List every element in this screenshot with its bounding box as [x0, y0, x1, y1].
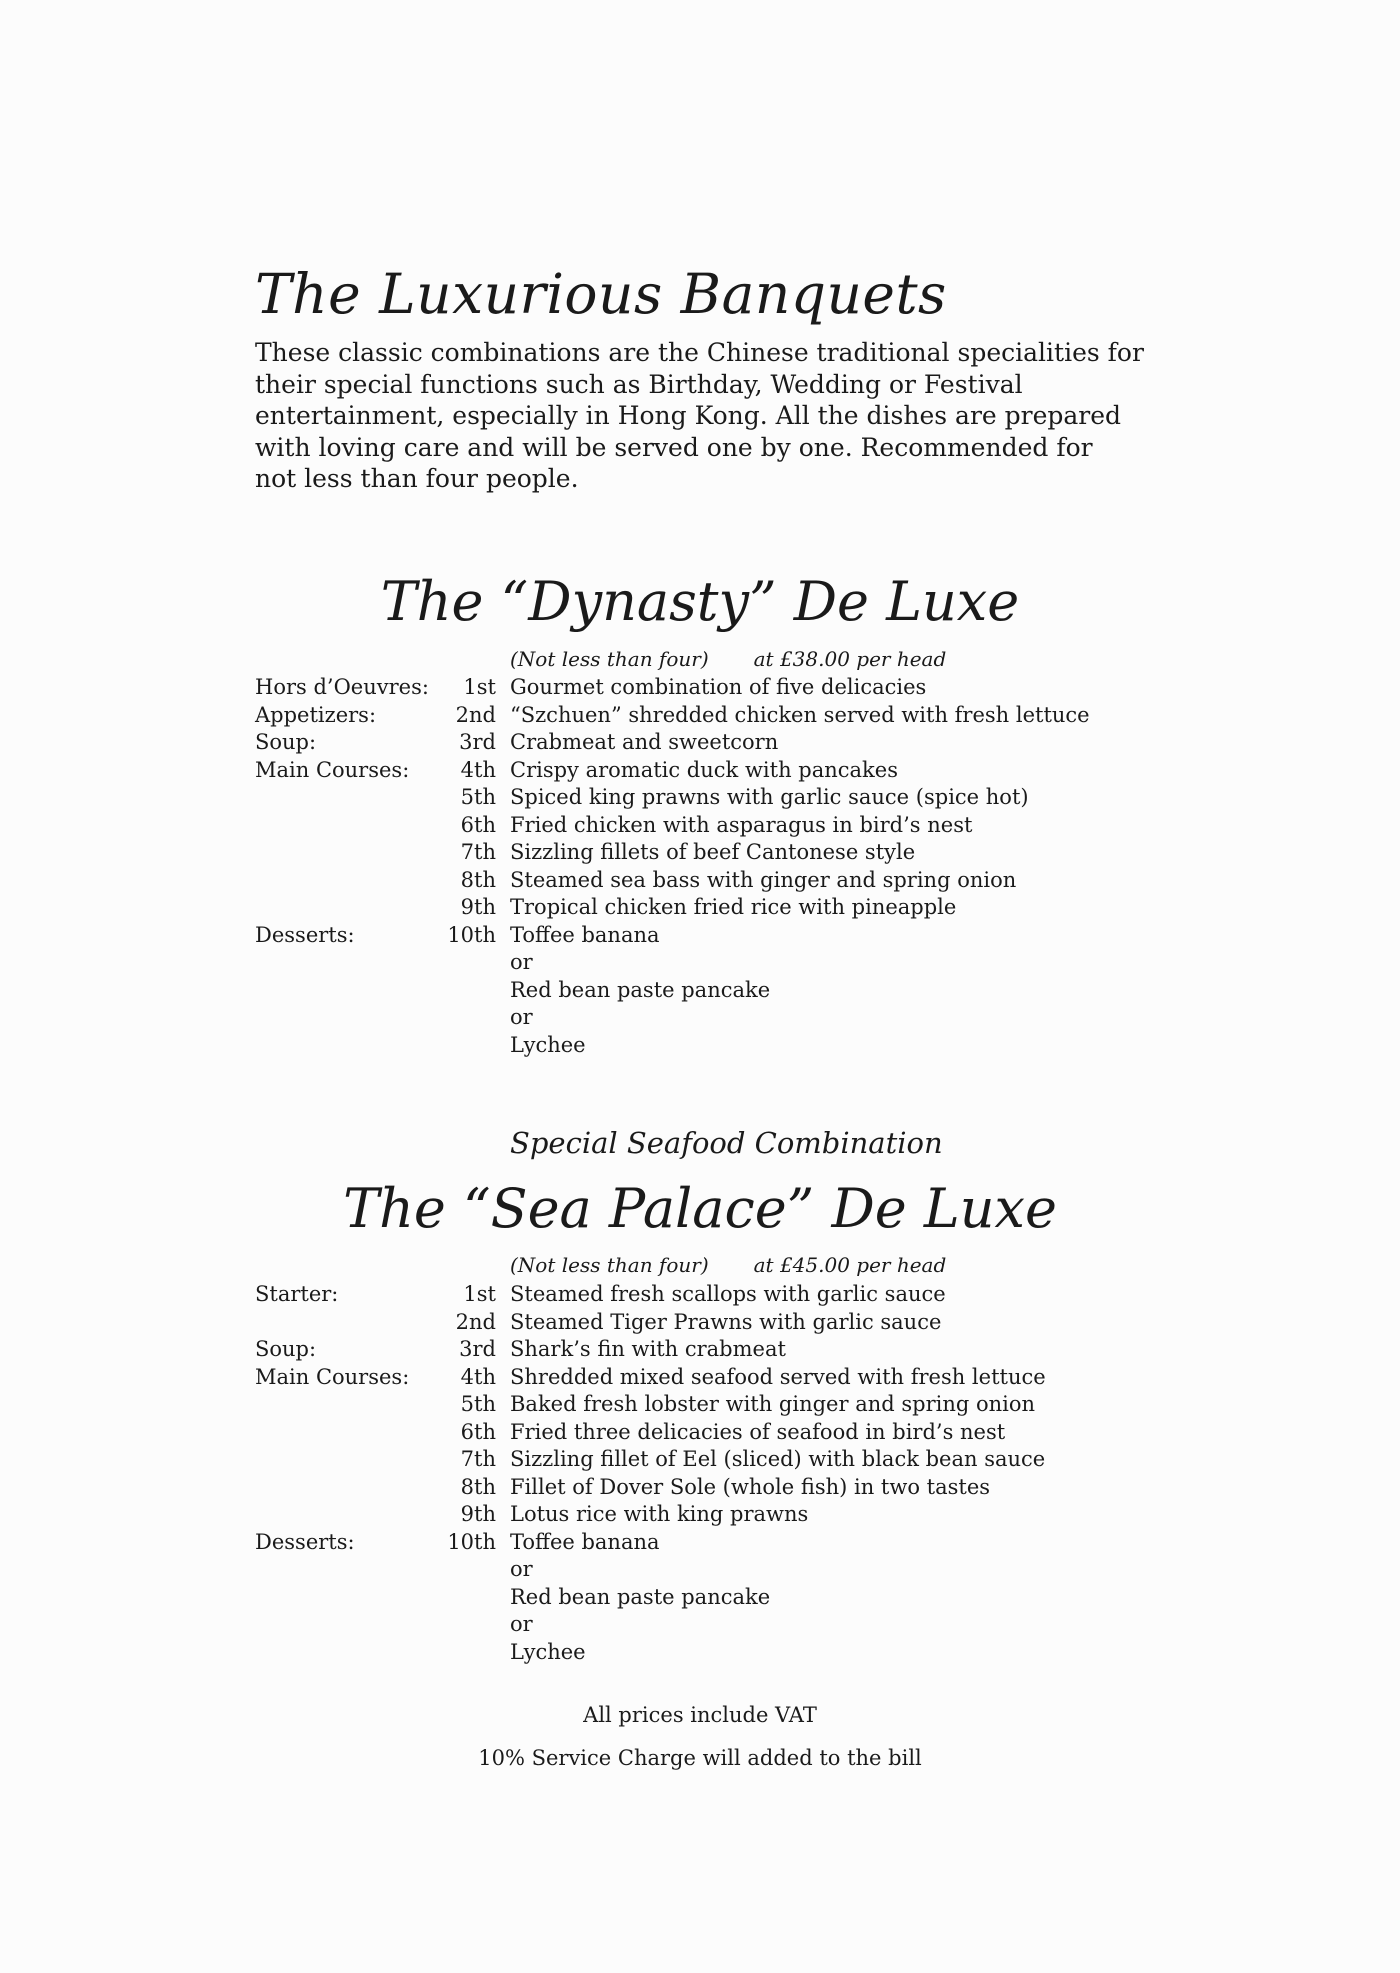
sea-palace-price: at £45.00 per head: [753, 1253, 947, 1277]
course-row: [0, 1584, 1400, 1612]
dynasty-title: The “Dynasty” De Luxe: [380, 570, 1020, 633]
course-row: [0, 1501, 1400, 1529]
course-dish: Toffee banana: [510, 1529, 660, 1554]
sea-palace-note: [510, 1253, 946, 1277]
course-row: [0, 839, 1400, 867]
course-number: 1st: [463, 1282, 496, 1306]
course-row: [0, 922, 1400, 950]
course-number: 7th: [460, 840, 496, 864]
course-row: [0, 1032, 1400, 1060]
course-number: 6th: [460, 1419, 496, 1444]
course-category: Main Courses:: [255, 757, 410, 782]
course-row: [0, 1336, 1400, 1364]
course-category: Desserts:: [255, 1529, 355, 1554]
course-row: [0, 1474, 1400, 1502]
course-dish: or: [510, 950, 533, 974]
course-row: [0, 1556, 1400, 1584]
course-dish: Toffee banana: [510, 922, 660, 947]
course-number: 1st: [463, 675, 496, 699]
course-dish: or: [510, 1612, 533, 1636]
dynasty-course-list: [0, 674, 1400, 1059]
course-number: 8th: [460, 867, 496, 892]
course-row: [0, 702, 1400, 730]
course-number: 9th: [460, 895, 496, 919]
intro-line: not less than four people.: [255, 464, 579, 493]
course-row: [0, 867, 1400, 895]
course-dish: Spiced king prawns with garlic sauce (spice hot): [510, 785, 1029, 809]
course-dish: Steamed fresh scallops with garlic sauce: [510, 1282, 946, 1306]
course-dish: Fried chicken with asparagus in bird’s nest: [510, 812, 973, 837]
course-category: Desserts:: [255, 922, 355, 947]
course-dish: Steamed Tiger Prawns with garlic sauce: [510, 1309, 942, 1334]
dynasty-note: [510, 647, 946, 671]
course-dish: Fillet of Dover Sole (whole fish) in two tastes: [510, 1474, 991, 1499]
intro-line: These classic combinations are the Chinese traditional specialities for: [255, 338, 1144, 367]
course-number: 6th: [460, 812, 496, 837]
course-row: [0, 812, 1400, 840]
course-dish: Tropical chicken fried rice with pineapple: [510, 895, 957, 919]
sea-palace-course-list: [0, 1281, 1400, 1666]
course-row: [0, 784, 1400, 812]
course-row: [0, 1419, 1400, 1447]
course-dish: Crabmeat and sweetcorn: [510, 730, 779, 754]
course-dish: Gourmet combination of five delicacies: [510, 675, 927, 699]
course-number: 3rd: [459, 1337, 496, 1361]
course-dish: Shark’s fin with crabmeat: [510, 1337, 786, 1361]
dynasty-price: at £38.00 per head: [753, 647, 947, 671]
course-dish: Lychee: [510, 1639, 586, 1664]
course-dish: Lotus rice with king prawns: [510, 1502, 809, 1526]
course-category: Soup:: [255, 1337, 317, 1361]
course-number: 10th: [447, 1529, 496, 1554]
sea-palace-title: The “Sea Palace” De Luxe: [343, 1177, 1057, 1240]
course-row: [0, 729, 1400, 757]
course-number: 5th: [460, 785, 496, 809]
course-row: [0, 1639, 1400, 1667]
course-category: Starter:: [255, 1282, 339, 1306]
course-number: 9th: [460, 1502, 496, 1526]
course-number: 5th: [460, 1392, 496, 1416]
course-number: 2nd: [455, 1309, 496, 1334]
course-dish: Fried three delicacies of seafood in bird’s nest: [510, 1419, 1006, 1444]
course-dish: Lychee: [510, 1032, 586, 1057]
course-dish: Red bean paste pancake: [510, 1584, 771, 1609]
course-row: [0, 894, 1400, 922]
course-category: Soup:: [255, 730, 317, 754]
course-row: [0, 1309, 1400, 1337]
course-number: 2nd: [455, 702, 496, 727]
course-category: Hors d’Oeuvres:: [255, 675, 429, 699]
course-dish: or: [510, 1557, 533, 1581]
course-category: Main Courses:: [255, 1364, 410, 1389]
course-dish: Crispy aromatic duck with pancakes: [510, 757, 898, 782]
dynasty-min-people: (Not less than four): [510, 647, 709, 671]
course-dish: “Szchuen” shredded chicken served with fresh lettuce: [510, 702, 1090, 727]
course-dish: Baked fresh lobster with ginger and spring onion: [510, 1392, 1036, 1416]
course-dish: or: [510, 1005, 533, 1029]
course-row: [0, 674, 1400, 702]
course-dish: Red bean paste pancake: [510, 977, 771, 1002]
course-number: 3rd: [459, 730, 496, 754]
course-dish: Steamed sea bass with ginger and spring onion: [510, 867, 1017, 892]
vat-note: All prices include VAT: [583, 1703, 817, 1727]
sea-palace-min-people: (Not less than four): [510, 1253, 709, 1277]
course-row: [0, 1446, 1400, 1474]
course-row: [0, 1529, 1400, 1557]
course-number: 4th: [460, 757, 496, 782]
course-row: [0, 949, 1400, 977]
course-dish: Sizzling fillets of beef Cantonese style: [510, 840, 916, 864]
course-number: 4th: [460, 1364, 496, 1389]
sea-palace-subtitle: Special Seafood Combination: [510, 1126, 943, 1160]
service-charge-note: 10% Service Charge will added to the bill: [478, 1746, 922, 1770]
course-row: [0, 1364, 1400, 1392]
course-row: [0, 1004, 1400, 1032]
course-row: [0, 977, 1400, 1005]
course-dish: Shredded mixed seafood served with fresh lettuce: [510, 1364, 1046, 1389]
course-category: Appetizers:: [255, 702, 377, 727]
intro-line: with loving care and will be served one by one. Recommended for: [255, 432, 1093, 462]
page-title: The Luxurious Banquets: [255, 262, 947, 326]
course-number: 8th: [460, 1474, 496, 1499]
course-number: 7th: [460, 1447, 496, 1471]
course-dish: Sizzling fillet of Eel (sliced) with black bean sauce: [510, 1447, 1046, 1471]
course-row: [0, 757, 1400, 785]
course-row: [0, 1281, 1400, 1309]
intro-line: their special functions such as Birthday, Wedding or Festival: [255, 369, 1023, 399]
course-row: [0, 1611, 1400, 1639]
course-number: 10th: [447, 922, 496, 947]
intro-line: entertainment, especially in Hong Kong. All the dishes are prepared: [255, 401, 1122, 430]
course-row: [0, 1391, 1400, 1419]
intro-paragraph: [255, 337, 1144, 495]
